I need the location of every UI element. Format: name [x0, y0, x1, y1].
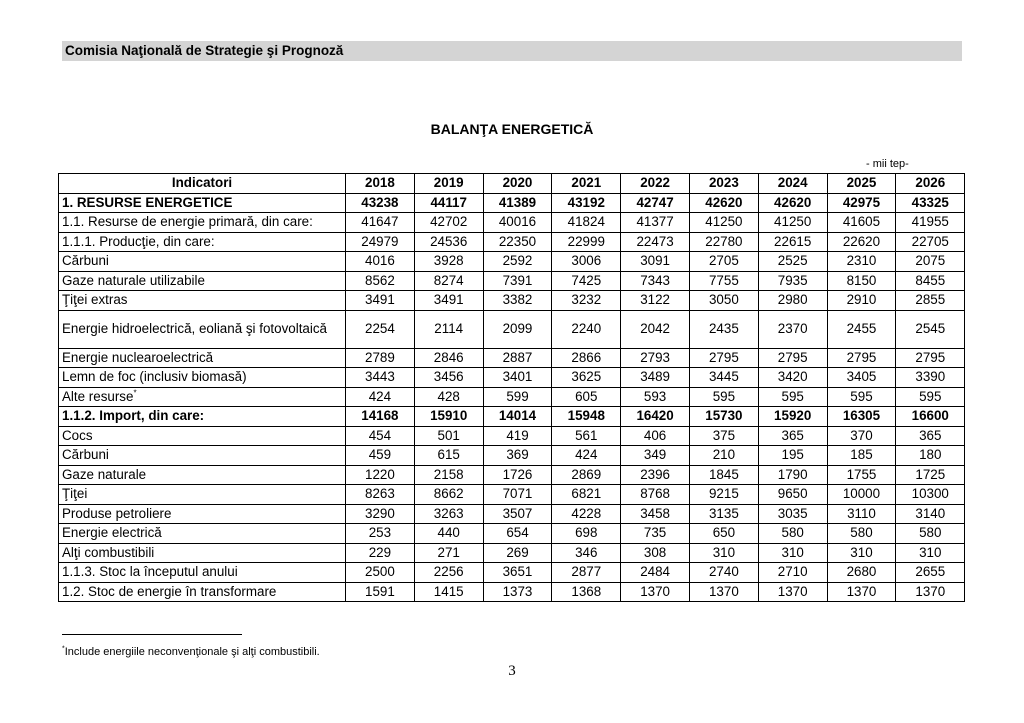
- table-row: [59, 485, 965, 505]
- indicator-label-text: 1.1.3. Stoc la începutul anului: [62, 564, 238, 580]
- page-number: 3: [508, 663, 516, 679]
- value-cell: 22615: [758, 232, 827, 252]
- value-cell: 16420: [621, 407, 690, 427]
- value-cell: 253: [346, 524, 415, 544]
- document-title: [0, 121, 1024, 137]
- table-row: [59, 543, 965, 563]
- value-cell: 3489: [621, 368, 690, 388]
- value-cell: 41389: [483, 193, 552, 213]
- indicator-label-text: Gaze naturale: [62, 466, 147, 482]
- value-cell: 2254: [346, 310, 415, 348]
- indicator-label: [59, 387, 346, 407]
- value-cell: 698: [552, 524, 621, 544]
- value-cell: 308: [621, 543, 690, 563]
- value-cell: 580: [758, 524, 827, 544]
- value-cell: 7755: [689, 271, 758, 291]
- value-cell: 3443: [346, 368, 415, 388]
- value-cell: 1755: [827, 465, 896, 485]
- value-cell: 3110: [827, 504, 896, 524]
- value-cell: 349: [621, 446, 690, 466]
- table-row: [59, 310, 965, 348]
- value-cell: 42747: [621, 193, 690, 213]
- footnote-mark: *: [62, 645, 65, 653]
- indicator-label-text: Gaze naturale utilizabile: [62, 272, 205, 288]
- value-cell: 2680: [827, 563, 896, 583]
- value-cell: 3456: [414, 368, 483, 388]
- value-cell: 595: [896, 387, 965, 407]
- value-cell: 180: [896, 446, 965, 466]
- value-cell: 42620: [758, 193, 827, 213]
- year-header: 2026: [896, 174, 965, 194]
- value-cell: 3006: [552, 252, 621, 272]
- value-cell: 2075: [896, 252, 965, 272]
- value-cell: 2525: [758, 252, 827, 272]
- value-cell: 2869: [552, 465, 621, 485]
- value-cell: 22620: [827, 232, 896, 252]
- indicator-label-text: 1. RESURSE ENERGETICE: [62, 194, 233, 210]
- value-cell: 599: [483, 387, 552, 407]
- value-cell: 3135: [689, 504, 758, 524]
- value-cell: 1415: [414, 582, 483, 602]
- value-cell: 459: [346, 446, 415, 466]
- value-cell: 43192: [552, 193, 621, 213]
- value-cell: 8562: [346, 271, 415, 291]
- value-cell: 3401: [483, 368, 552, 388]
- value-cell: 2705: [689, 252, 758, 272]
- indicator-label: [59, 485, 346, 505]
- value-cell: 210: [689, 446, 758, 466]
- indicator-label-text: Ţiţei: [62, 486, 88, 502]
- indicator-label: [59, 252, 346, 272]
- table-header-row: [59, 174, 965, 194]
- value-cell: 1370: [689, 582, 758, 602]
- value-cell: 3491: [414, 291, 483, 311]
- value-cell: 43238: [346, 193, 415, 213]
- value-cell: 16305: [827, 407, 896, 427]
- indicator-label: [59, 193, 346, 213]
- year-header: 2019: [414, 174, 483, 194]
- indicator-label: [59, 582, 346, 602]
- indicator-label: [59, 310, 346, 348]
- indicator-label: [59, 368, 346, 388]
- footnote-text: Include energiile neconvenţionale şi alţi combustibili.: [64, 646, 320, 658]
- value-cell: 2887: [483, 348, 552, 368]
- table-row: [59, 524, 965, 544]
- value-cell: 310: [758, 543, 827, 563]
- value-cell: 8263: [346, 485, 415, 505]
- value-cell: 14168: [346, 407, 415, 427]
- table-row: [59, 368, 965, 388]
- value-cell: 2042: [621, 310, 690, 348]
- value-cell: 346: [552, 543, 621, 563]
- indicator-label-text: Cărbuni: [62, 447, 109, 463]
- value-cell: 370: [827, 426, 896, 446]
- table-row: [59, 252, 965, 272]
- value-cell: 16600: [896, 407, 965, 427]
- value-cell: 2240: [552, 310, 621, 348]
- value-cell: 3928: [414, 252, 483, 272]
- value-cell: 440: [414, 524, 483, 544]
- value-cell: 735: [621, 524, 690, 544]
- value-cell: 3232: [552, 291, 621, 311]
- value-cell: 44117: [414, 193, 483, 213]
- value-cell: 615: [414, 446, 483, 466]
- value-cell: 42620: [689, 193, 758, 213]
- value-cell: 41250: [689, 213, 758, 233]
- value-cell: 3382: [483, 291, 552, 311]
- value-cell: 2980: [758, 291, 827, 311]
- indicator-label-text: Alţi combustibili: [62, 544, 155, 560]
- indicator-label: [59, 446, 346, 466]
- value-cell: 10300: [896, 485, 965, 505]
- value-cell: 2114: [414, 310, 483, 348]
- indicator-label-text: 1.1.2. Import, din care:: [62, 408, 205, 424]
- value-cell: 650: [689, 524, 758, 544]
- value-cell: 2795: [689, 348, 758, 368]
- value-cell: 7343: [621, 271, 690, 291]
- table-row: [59, 232, 965, 252]
- value-cell: 2256: [414, 563, 483, 583]
- value-cell: 41605: [827, 213, 896, 233]
- value-cell: 2795: [827, 348, 896, 368]
- value-cell: 2793: [621, 348, 690, 368]
- value-cell: 2435: [689, 310, 758, 348]
- value-cell: 22999: [552, 232, 621, 252]
- table-row: [59, 426, 965, 446]
- value-cell: 3290: [346, 504, 415, 524]
- indicator-label: [59, 524, 346, 544]
- value-cell: 501: [414, 426, 483, 446]
- table-row: [59, 582, 965, 602]
- value-cell: 428: [414, 387, 483, 407]
- value-cell: 3140: [896, 504, 965, 524]
- value-cell: 1370: [758, 582, 827, 602]
- footnote-divider: [62, 634, 242, 635]
- value-cell: 310: [689, 543, 758, 563]
- value-cell: 22473: [621, 232, 690, 252]
- value-cell: 7071: [483, 485, 552, 505]
- value-cell: 2455: [827, 310, 896, 348]
- value-cell: 3263: [414, 504, 483, 524]
- value-cell: 2099: [483, 310, 552, 348]
- institution-name: Comisia Naţională de Strategie şi Prognoză: [65, 43, 344, 58]
- indicator-label-text: 1.1.1. Producţie, din care:: [62, 233, 215, 249]
- indicator-label: [59, 348, 346, 368]
- indicator-label: [59, 232, 346, 252]
- value-cell: 9650: [758, 485, 827, 505]
- value-cell: 15948: [552, 407, 621, 427]
- table-row: [59, 348, 965, 368]
- value-cell: 40016: [483, 213, 552, 233]
- value-cell: 2866: [552, 348, 621, 368]
- table-row: [59, 563, 965, 583]
- indicator-label-text: Cocs: [62, 427, 93, 443]
- value-cell: 595: [758, 387, 827, 407]
- value-cell: 454: [346, 426, 415, 446]
- table-row: [59, 213, 965, 233]
- year-header: 2021: [552, 174, 621, 194]
- year-header: 2025: [827, 174, 896, 194]
- indicator-label-text: Alte resurse: [62, 388, 134, 404]
- indicator-label: [59, 465, 346, 485]
- value-cell: 9215: [689, 485, 758, 505]
- indicator-label: [59, 504, 346, 524]
- value-cell: 654: [483, 524, 552, 544]
- value-cell: 7935: [758, 271, 827, 291]
- value-cell: 3491: [346, 291, 415, 311]
- value-cell: 271: [414, 543, 483, 563]
- indicator-label-text: Energie nuclearoelectrică: [62, 349, 214, 365]
- year-header: 2023: [689, 174, 758, 194]
- value-cell: 15920: [758, 407, 827, 427]
- table-row: [59, 291, 965, 311]
- value-cell: 2795: [896, 348, 965, 368]
- value-cell: 7425: [552, 271, 621, 291]
- indicator-label-text: 1.1. Resurse de energie primară, din care:: [62, 214, 313, 230]
- value-cell: 24979: [346, 232, 415, 252]
- value-cell: 2310: [827, 252, 896, 272]
- value-cell: 2500: [346, 563, 415, 583]
- value-cell: 41377: [621, 213, 690, 233]
- indicator-label-text: Ţiţei extras: [62, 292, 128, 308]
- table-row: [59, 504, 965, 524]
- value-cell: 41250: [758, 213, 827, 233]
- value-cell: 15910: [414, 407, 483, 427]
- footnote-reference: *: [133, 388, 137, 398]
- unit-note: - mii tep-: [866, 158, 909, 170]
- value-cell: 2740: [689, 563, 758, 583]
- value-cell: 1591: [346, 582, 415, 602]
- value-cell: 3050: [689, 291, 758, 311]
- institution-header: [62, 41, 962, 61]
- value-cell: 365: [896, 426, 965, 446]
- value-cell: 424: [552, 446, 621, 466]
- value-cell: 2910: [827, 291, 896, 311]
- value-cell: 3091: [621, 252, 690, 272]
- value-cell: 43325: [896, 193, 965, 213]
- value-cell: 369: [483, 446, 552, 466]
- value-cell: 3651: [483, 563, 552, 583]
- footnote: [62, 646, 320, 658]
- table-row: [59, 407, 965, 427]
- value-cell: 22705: [896, 232, 965, 252]
- value-cell: 6821: [552, 485, 621, 505]
- value-cell: 3625: [552, 368, 621, 388]
- year-header: 2022: [621, 174, 690, 194]
- value-cell: 2545: [896, 310, 965, 348]
- indicator-label: [59, 426, 346, 446]
- value-cell: 3405: [827, 368, 896, 388]
- value-cell: 185: [827, 446, 896, 466]
- value-cell: 41647: [346, 213, 415, 233]
- value-cell: 42975: [827, 193, 896, 213]
- value-cell: 561: [552, 426, 621, 446]
- value-cell: 424: [346, 387, 415, 407]
- value-cell: 8455: [896, 271, 965, 291]
- value-cell: 2795: [758, 348, 827, 368]
- value-cell: 24536: [414, 232, 483, 252]
- value-cell: 2846: [414, 348, 483, 368]
- value-cell: 269: [483, 543, 552, 563]
- indicator-label-text: Energie electrică: [62, 525, 162, 541]
- table-row: [59, 465, 965, 485]
- value-cell: 2855: [896, 291, 965, 311]
- value-cell: 10000: [827, 485, 896, 505]
- value-cell: 2396: [621, 465, 690, 485]
- value-cell: 2710: [758, 563, 827, 583]
- title-text: BALANŢA ENERGETICĂ: [430, 121, 594, 137]
- value-cell: 605: [552, 387, 621, 407]
- indicator-label-text: Lemn de foc (inclusiv biomasă): [62, 369, 247, 385]
- value-cell: 41824: [552, 213, 621, 233]
- value-cell: 3035: [758, 504, 827, 524]
- value-cell: 2484: [621, 563, 690, 583]
- value-cell: 406: [621, 426, 690, 446]
- year-header: 2024: [758, 174, 827, 194]
- value-cell: 3420: [758, 368, 827, 388]
- table-row: [59, 446, 965, 466]
- value-cell: 310: [827, 543, 896, 563]
- value-cell: 3390: [896, 368, 965, 388]
- value-cell: 2789: [346, 348, 415, 368]
- value-cell: 593: [621, 387, 690, 407]
- table-row: [59, 193, 965, 213]
- value-cell: 7391: [483, 271, 552, 291]
- value-cell: 14014: [483, 407, 552, 427]
- value-cell: 580: [827, 524, 896, 544]
- value-cell: 1790: [758, 465, 827, 485]
- value-cell: 2592: [483, 252, 552, 272]
- indicator-label-text: Produse petroliere: [62, 505, 172, 521]
- value-cell: 22780: [689, 232, 758, 252]
- value-cell: 3507: [483, 504, 552, 524]
- value-cell: 8150: [827, 271, 896, 291]
- value-cell: 3445: [689, 368, 758, 388]
- value-cell: 22350: [483, 232, 552, 252]
- value-cell: 195: [758, 446, 827, 466]
- table-body: [59, 193, 965, 602]
- indicator-label-text: Cărbuni: [62, 253, 109, 269]
- year-header: 2020: [483, 174, 552, 194]
- indicator-label: [59, 291, 346, 311]
- value-cell: 8274: [414, 271, 483, 291]
- value-cell: 310: [896, 543, 965, 563]
- value-cell: 365: [758, 426, 827, 446]
- indicator-label: [59, 563, 346, 583]
- value-cell: 595: [689, 387, 758, 407]
- indicator-label: [59, 407, 346, 427]
- value-cell: 1725: [896, 465, 965, 485]
- indicator-label: [59, 213, 346, 233]
- value-cell: 580: [896, 524, 965, 544]
- table-row: [59, 387, 965, 407]
- year-header: 2018: [346, 174, 415, 194]
- value-cell: 1370: [896, 582, 965, 602]
- value-cell: 229: [346, 543, 415, 563]
- value-cell: 375: [689, 426, 758, 446]
- value-cell: 2158: [414, 465, 483, 485]
- value-cell: 4228: [552, 504, 621, 524]
- value-cell: 42702: [414, 213, 483, 233]
- value-cell: 3458: [621, 504, 690, 524]
- indicator-label-text: Energie hidroelectrică, eoliană şi fotovoltaică: [62, 321, 327, 336]
- value-cell: 2370: [758, 310, 827, 348]
- value-cell: 15730: [689, 407, 758, 427]
- value-cell: 41955: [896, 213, 965, 233]
- value-cell: 3122: [621, 291, 690, 311]
- value-cell: 1726: [483, 465, 552, 485]
- value-cell: 1845: [689, 465, 758, 485]
- value-cell: 4016: [346, 252, 415, 272]
- indicator-label: [59, 271, 346, 291]
- value-cell: 1373: [483, 582, 552, 602]
- energy-balance-table: [58, 173, 965, 602]
- value-cell: 1220: [346, 465, 415, 485]
- value-cell: 8768: [621, 485, 690, 505]
- value-cell: 2655: [896, 563, 965, 583]
- value-cell: 1368: [552, 582, 621, 602]
- value-cell: 595: [827, 387, 896, 407]
- indicator-label: [59, 543, 346, 563]
- value-cell: 419: [483, 426, 552, 446]
- value-cell: 1370: [827, 582, 896, 602]
- value-cell: 1370: [621, 582, 690, 602]
- indicator-label-text: 1.2. Stoc de energie în transformare: [62, 583, 277, 599]
- value-cell: 2877: [552, 563, 621, 583]
- value-cell: 8662: [414, 485, 483, 505]
- indicator-header: Indicatori: [59, 174, 346, 194]
- table-row: [59, 271, 965, 291]
